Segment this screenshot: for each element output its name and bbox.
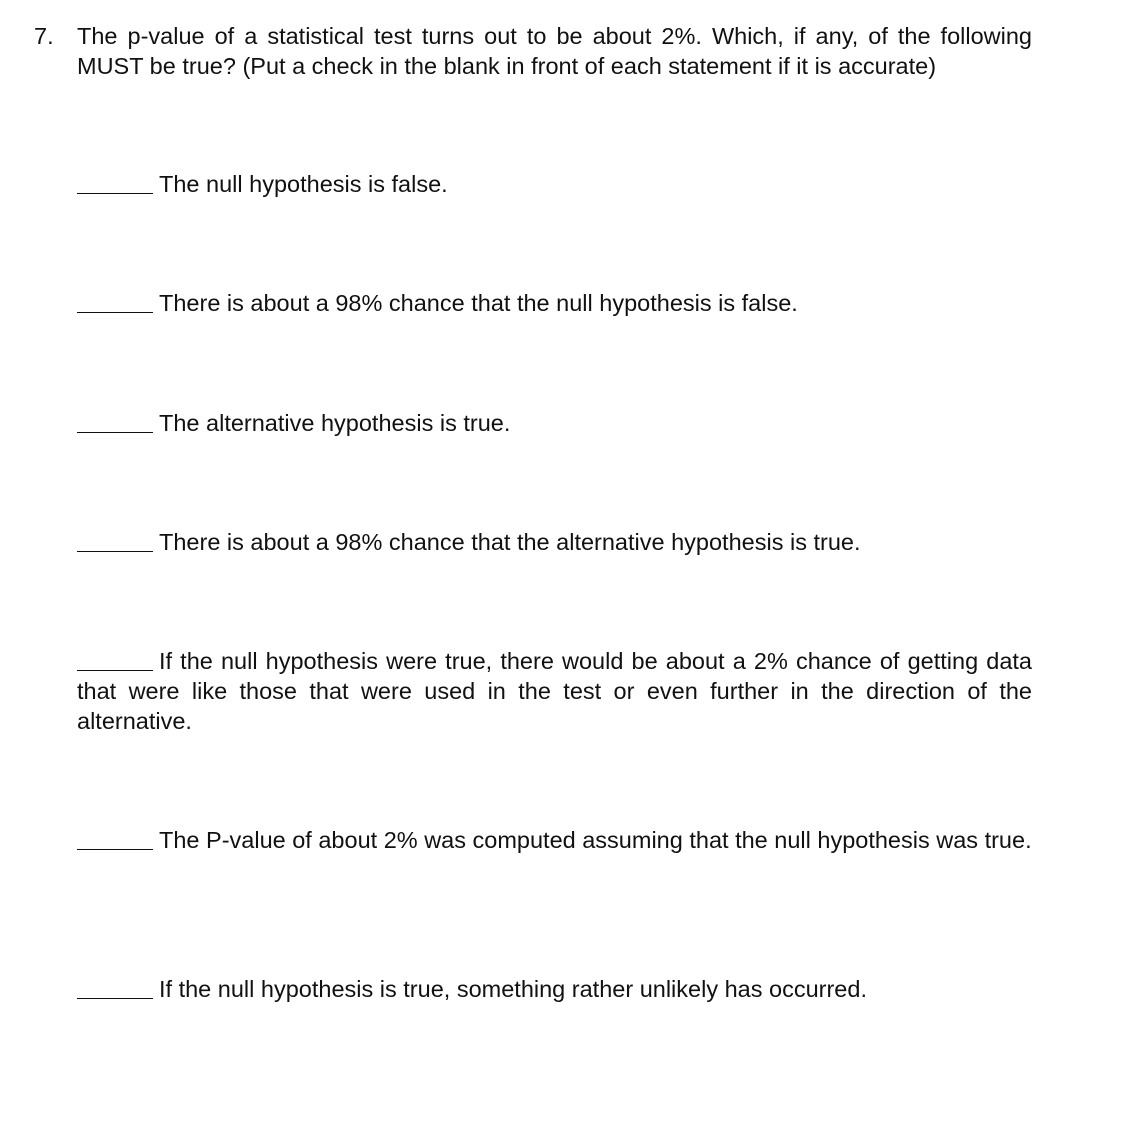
check-blank-4[interactable]	[77, 550, 153, 552]
question-7	[34, 21, 1032, 81]
statement-5	[77, 646, 1032, 736]
check-blank-1[interactable]	[77, 192, 153, 194]
statement-6	[77, 825, 1032, 855]
check-blank-6[interactable]	[77, 848, 153, 850]
statement-2	[77, 288, 1032, 318]
statement-3	[77, 408, 1032, 438]
statement-text-1: The null hypothesis is false.	[159, 171, 448, 197]
statement-4	[77, 527, 1032, 557]
check-blank-7[interactable]	[77, 997, 153, 999]
statement-text-5: If the null hypothesis were true, there would be about a 2% chance of getting data that were like those that were used in the test or even further in the direction of the alternative.	[77, 648, 1032, 734]
check-blank-2[interactable]	[77, 311, 153, 313]
question-text: The p-value of a statistical test turns out to be about 2%. Which, if any, of the following MUST be true? (Put a check in the blank in front of each statement if it is accurate)	[77, 23, 1032, 79]
statement-text-7: If the null hypothesis is true, something rather unlikely has occurred.	[159, 976, 867, 1002]
statement-text-3: The alternative hypothesis is true.	[159, 410, 511, 436]
statement-text-4: There is about a 98% chance that the alternative hypothesis is true.	[159, 529, 861, 555]
check-blank-5[interactable]	[77, 669, 153, 671]
statement-text-6: The P-value of about 2% was computed assuming that the null hypothesis was true.	[159, 827, 1032, 853]
statement-1	[77, 169, 1032, 199]
question-number: 7.	[34, 23, 54, 49]
statement-7	[77, 974, 1032, 1004]
check-blank-3[interactable]	[77, 431, 153, 433]
statement-text-2: There is about a 98% chance that the null hypothesis is false.	[159, 290, 798, 316]
